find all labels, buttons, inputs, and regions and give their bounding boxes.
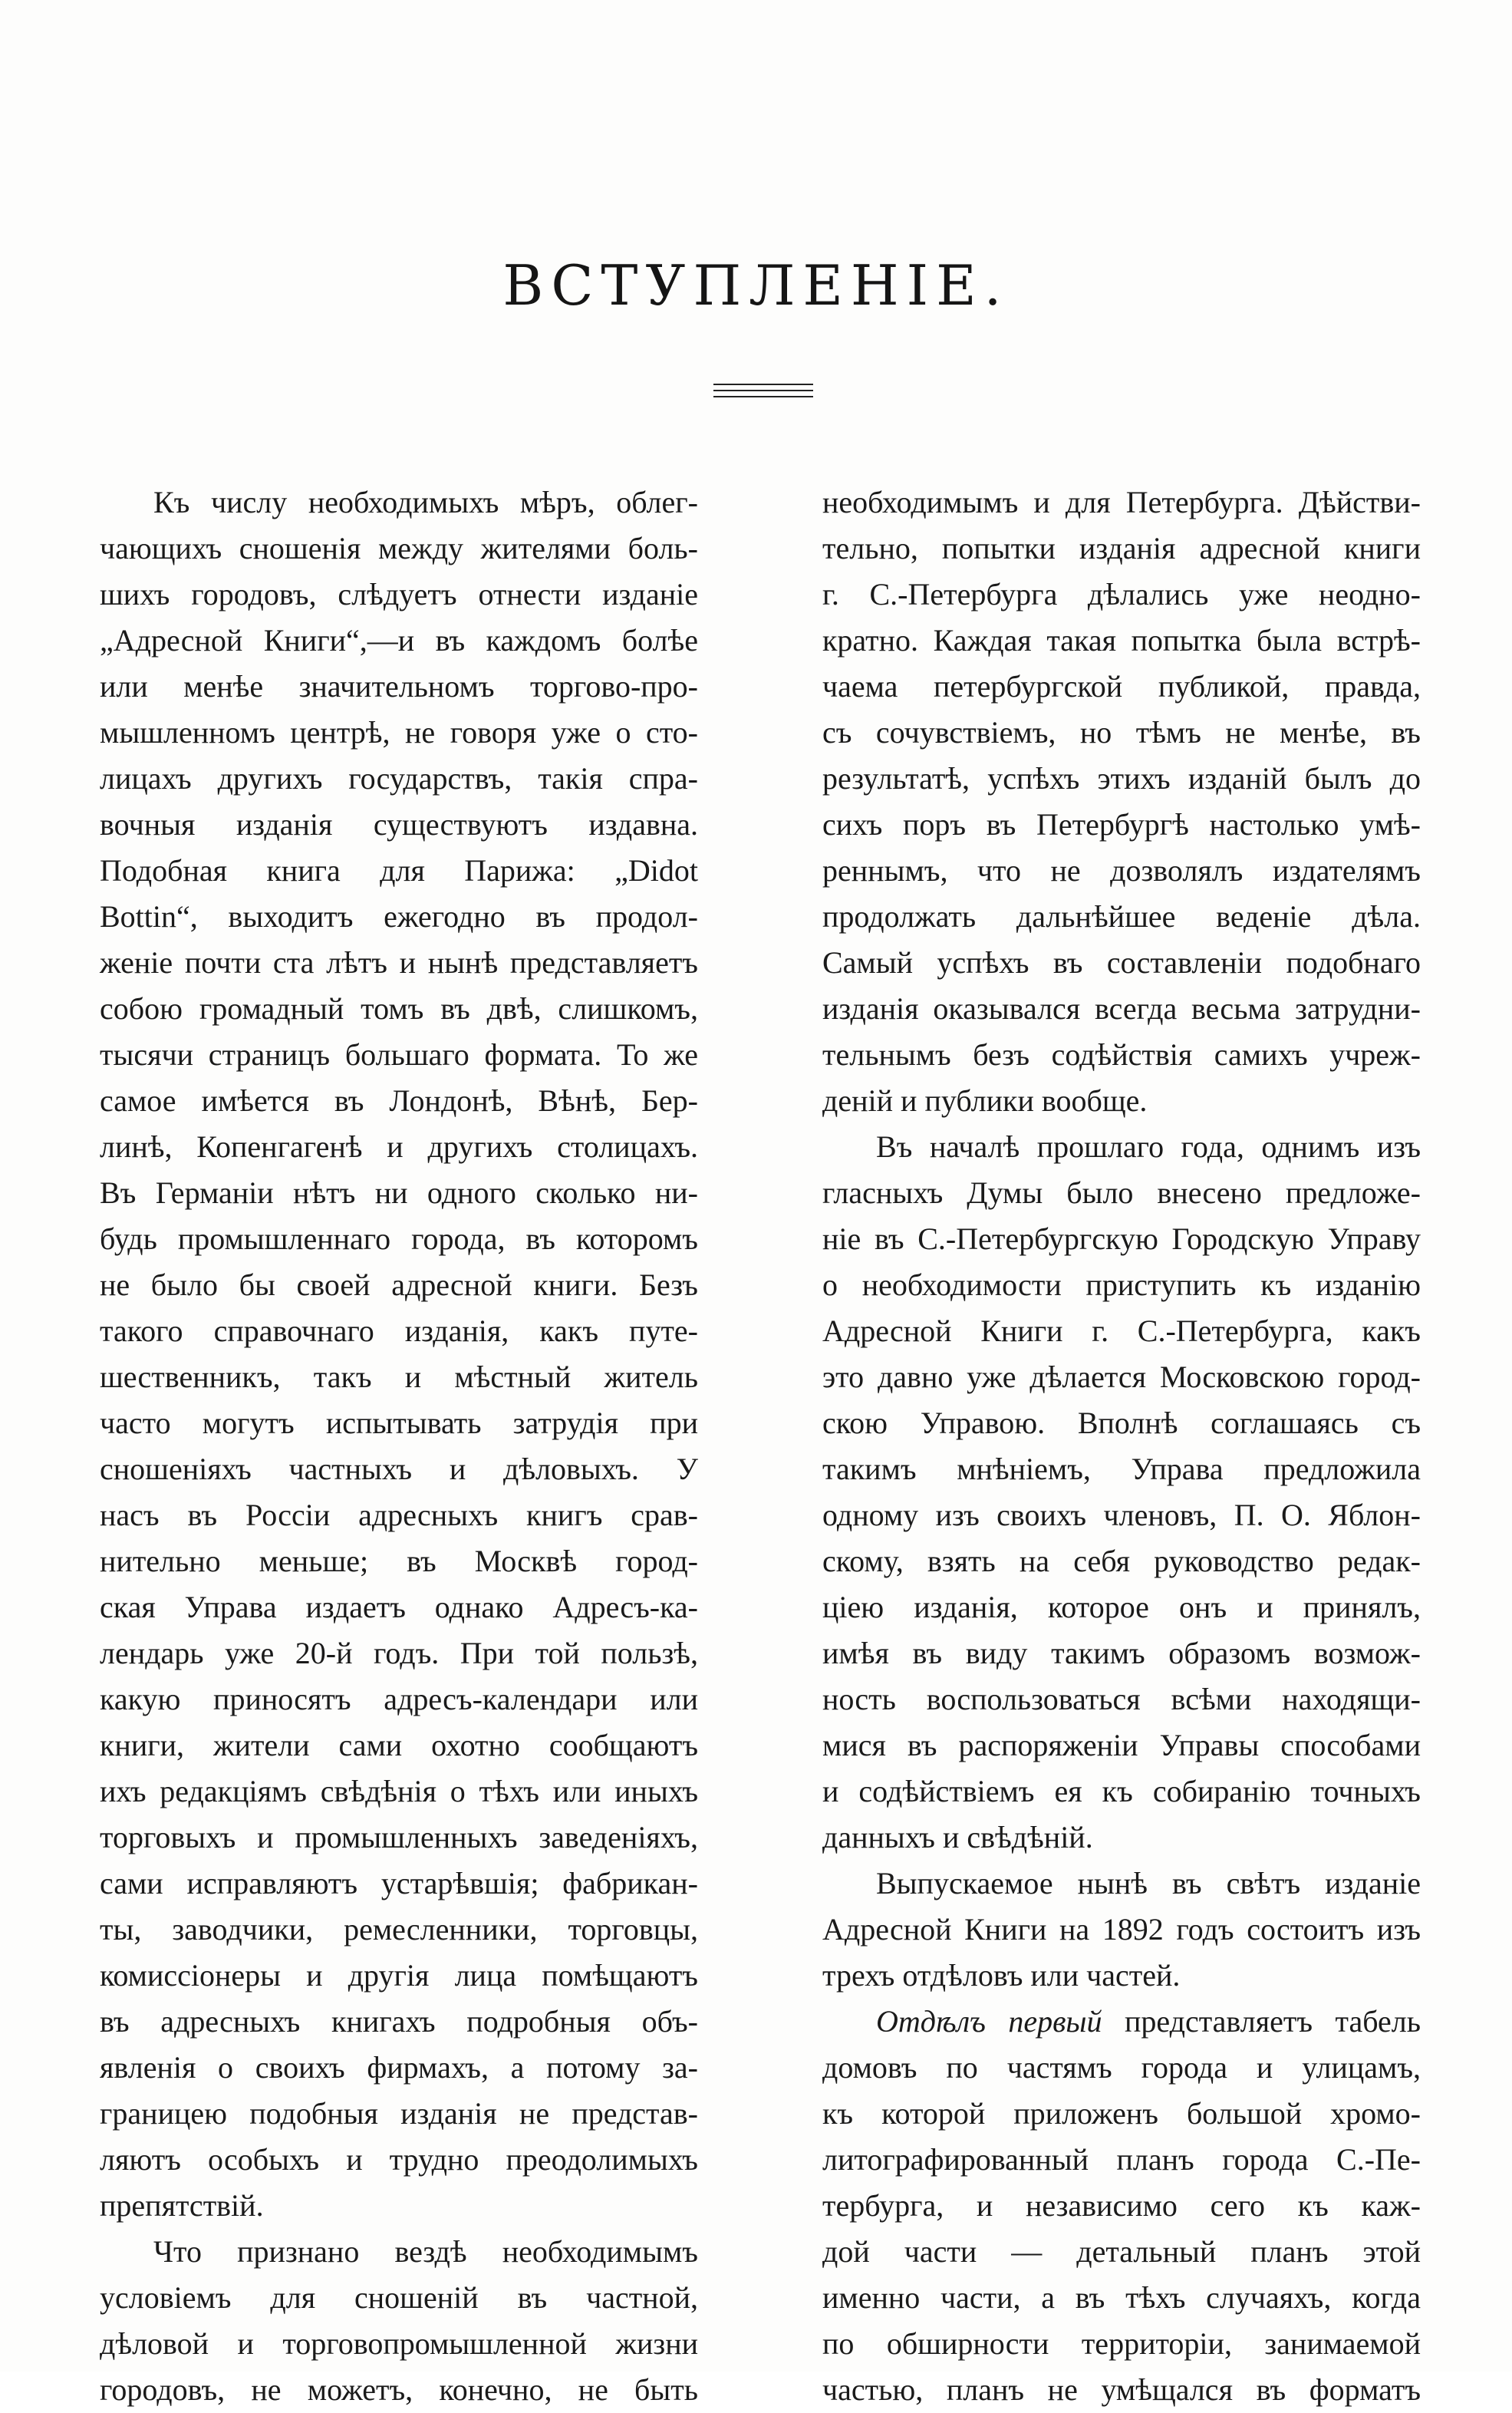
text-line: ціею изданія, которое онъ и принялъ, <box>822 1590 1421 1624</box>
text-line: мися въ распоряженіи Управы способами <box>822 1728 1421 1762</box>
text-line: не было бы своей адресной книги. Безъ <box>100 1267 698 1302</box>
text-line: сношеніяхъ частныхъ и дѣловыхъ. У <box>100 1452 698 1486</box>
title-rule-top <box>713 384 813 385</box>
text-line: Bottin“, выходитъ ежегодно въ продол- <box>100 899 698 934</box>
text-line: гласныхъ Думы было внесено предложе- <box>822 1175 1421 1210</box>
text-line: изданія оказывался всегда весьма затрудни- <box>822 991 1421 1026</box>
text-line: тельнымъ безъ содѣйствія самихъ учреж- <box>822 1037 1421 1072</box>
text-line: ность воспользоваться всѣми находящи- <box>822 1682 1421 1716</box>
text-line: Отдѣлъ первый представляетъ табель <box>876 2004 1421 2039</box>
text-line: самое имѣется въ Лондонѣ, Вѣнѣ, Бер- <box>100 1083 698 1118</box>
text-line: Адресной Книги на 1892 годъ состоитъ изъ <box>822 1912 1421 1947</box>
text-line: результатѣ, успѣхъ этихъ изданій былъ до <box>822 761 1421 796</box>
text-line: чаема петербургской публикой, правда, <box>822 669 1421 704</box>
text-line: Самый успѣхъ въ составленіи подобнаго <box>822 945 1421 980</box>
text-line: реннымъ, что не дозволялъ издателямъ <box>822 853 1421 888</box>
text-line: домовъ по частямъ города и улицамъ, <box>822 2050 1421 2085</box>
text-line: условіемъ для сношеній въ частной, <box>100 2280 698 2315</box>
text-line: вочныя изданія существуютъ издавна. <box>100 807 698 842</box>
text-line: лендарь уже 20-й годъ. При той пользѣ, <box>100 1636 698 1670</box>
text-line: насъ въ Россіи адресныхъ книгъ срав- <box>100 1498 698 1532</box>
text-line: скою Управою. Вполнѣ соглашаясь съ <box>822 1406 1421 1440</box>
text-line: дой части — детальный планъ этой <box>822 2234 1421 2269</box>
text-line: съ сочувствіемъ, но тѣмъ не менѣе, въ <box>822 715 1421 750</box>
text-line: ляютъ особыхъ и трудно преодолимыхъ <box>100 2142 698 2177</box>
text-line: шихъ городовъ, слѣдуетъ отнести изданіе <box>100 577 698 611</box>
text-line: это давно уже дѣлается Московскою город- <box>822 1360 1421 1394</box>
text-line: Адресной Книги г. С.-Петербурга, какъ <box>822 1314 1421 1348</box>
text-line: шественникъ, такъ и мѣстный житель <box>100 1360 698 1394</box>
text-line: тербурга, и независимо сего къ каж- <box>822 2188 1421 2223</box>
text-line: тельно, попытки изданія адресной книги <box>822 531 1421 565</box>
text-line: мышленномъ центрѣ, не говоря уже о сто- <box>100 715 698 750</box>
text-line: дѣловой и торговопромышленной жизни <box>100 2326 698 2361</box>
title-rule-bottom <box>713 396 813 397</box>
text-line: ихъ редакціямъ свѣдѣнія о тѣхъ или иныхъ <box>100 1774 698 1808</box>
text-line: Подобная книга для Парижа: „Didot <box>100 853 698 888</box>
text-line: литографированный планъ города С.-Пе- <box>822 2142 1421 2177</box>
page-title: ВСТУПЛЕНIЕ. <box>502 253 1010 318</box>
text-line: частью, планъ не умѣщался въ форматъ <box>822 2372 1421 2407</box>
left-text-column <box>100 480 698 2413</box>
text-line: женіе почти ста лѣтъ и нынѣ представляетъ <box>100 945 698 980</box>
text-line: такимъ мнѣніемъ, Управа предложила <box>822 1452 1421 1486</box>
text-line: Въ Германіи нѣтъ ни одного сколько ни- <box>100 1175 698 1210</box>
text-line: ніе въ С.-Петербургскую Городскую Управу <box>822 1221 1421 1256</box>
text-line: Къ числу необходимыхъ мѣръ, облег- <box>153 485 698 519</box>
text-line: „Адресной Книги“,—и въ каждомъ болѣе <box>100 623 698 658</box>
text-line: именно части, а въ тѣхъ случаяхъ, когда <box>822 2280 1421 2315</box>
text-line: трехъ отдѣловъ или частей. <box>822 1958 1181 1993</box>
text-line: какую приносятъ адресъ-календари или <box>100 1682 698 1716</box>
text-line: г. С.-Петербурга дѣлались уже неодно- <box>822 577 1421 611</box>
text-line: чающихъ сношенія между жителями боль- <box>100 531 698 565</box>
text-line: имѣя въ виду такимъ образомъ возмож- <box>822 1636 1421 1670</box>
text-line: линѣ, Копенгагенѣ и другихъ столицахъ. <box>100 1129 698 1164</box>
text-line: кратно. Каждая такая попытка была встрѣ- <box>822 623 1421 658</box>
section-lead-italic: Отдѣлъ первый <box>876 2004 1102 2039</box>
text-line: препятствій. <box>100 2188 264 2223</box>
text-line: тысячи страницъ большаго формата. То же <box>100 1037 698 1072</box>
text-line: сами исправляютъ устарѣвшія; фабрикан- <box>100 1866 698 1900</box>
text-line: такого справочнаго изданія, какъ путе- <box>100 1314 698 1348</box>
text-line: или менѣе значительномъ торгово-про- <box>100 669 698 704</box>
text-line: нительно меньше; въ Москвѣ город- <box>100 1544 698 1578</box>
text-line: комиссіонеры и другія лица помѣщаютъ <box>100 1958 698 1993</box>
text-line: Что признано вездѣ необходимымъ <box>153 2234 698 2269</box>
text-line: по обширности территоріи, занимаемой <box>822 2326 1421 2361</box>
text-line: будь промышленнаго города, въ которомъ <box>100 1221 698 1256</box>
text-line: данныхъ и свѣдѣній. <box>822 1820 1093 1854</box>
text-line: въ адресныхъ книгахъ подробныя объ- <box>100 2004 698 2039</box>
text-line: границею подобныя изданія не представ- <box>100 2096 698 2131</box>
text-line: явленія о своихъ фирмахъ, а потому за- <box>100 2050 698 2085</box>
text-line: сихъ поръ въ Петербургѣ настолько умѣ- <box>822 807 1421 842</box>
text-line: торговыхъ и промышленныхъ заведеніяхъ, <box>100 1820 698 1854</box>
text-line: ты, заводчики, ремесленники, торговцы, <box>100 1912 698 1947</box>
text-line: часто могутъ испытывать затрудія при <box>100 1406 698 1440</box>
text-line: городовъ, не можетъ, конечно, не быть <box>100 2372 698 2407</box>
text-line: и содѣйствіемъ ея къ собиранію точныхъ <box>822 1774 1421 1808</box>
right-text-column <box>822 480 1421 2413</box>
text-line: Выпускаемое нынѣ въ свѣтъ изданіе <box>876 1866 1421 1900</box>
text-line: деній и публики вообще. <box>822 1083 1148 1118</box>
title-rule-middle <box>713 390 813 391</box>
text-line: ская Управа издаетъ однако Адресъ-ка- <box>100 1590 698 1624</box>
text-line: скому, взять на себя руководство редак- <box>822 1544 1421 1578</box>
text-line: лицахъ другихъ государствъ, такія спра- <box>100 761 698 796</box>
text-line: собою громадный томъ въ двѣ, слишкомъ, <box>100 991 698 1026</box>
text-line: продолжать дальнѣйшее веденіе дѣла. <box>822 899 1421 934</box>
text-line: одному изъ своихъ членовъ, П. О. Яблон- <box>822 1498 1421 1532</box>
text-line: о необходимости приступить къ изданію <box>822 1267 1421 1302</box>
text-line: необходимымъ и для Петербурга. Дѣйстви- <box>822 485 1421 519</box>
text-line: Въ началѣ прошлаго года, однимъ изъ <box>876 1129 1421 1164</box>
text-line: книги, жители сами охотно сообщаютъ <box>100 1728 698 1762</box>
text-line: къ которой приложенъ большой хромо- <box>822 2096 1421 2131</box>
